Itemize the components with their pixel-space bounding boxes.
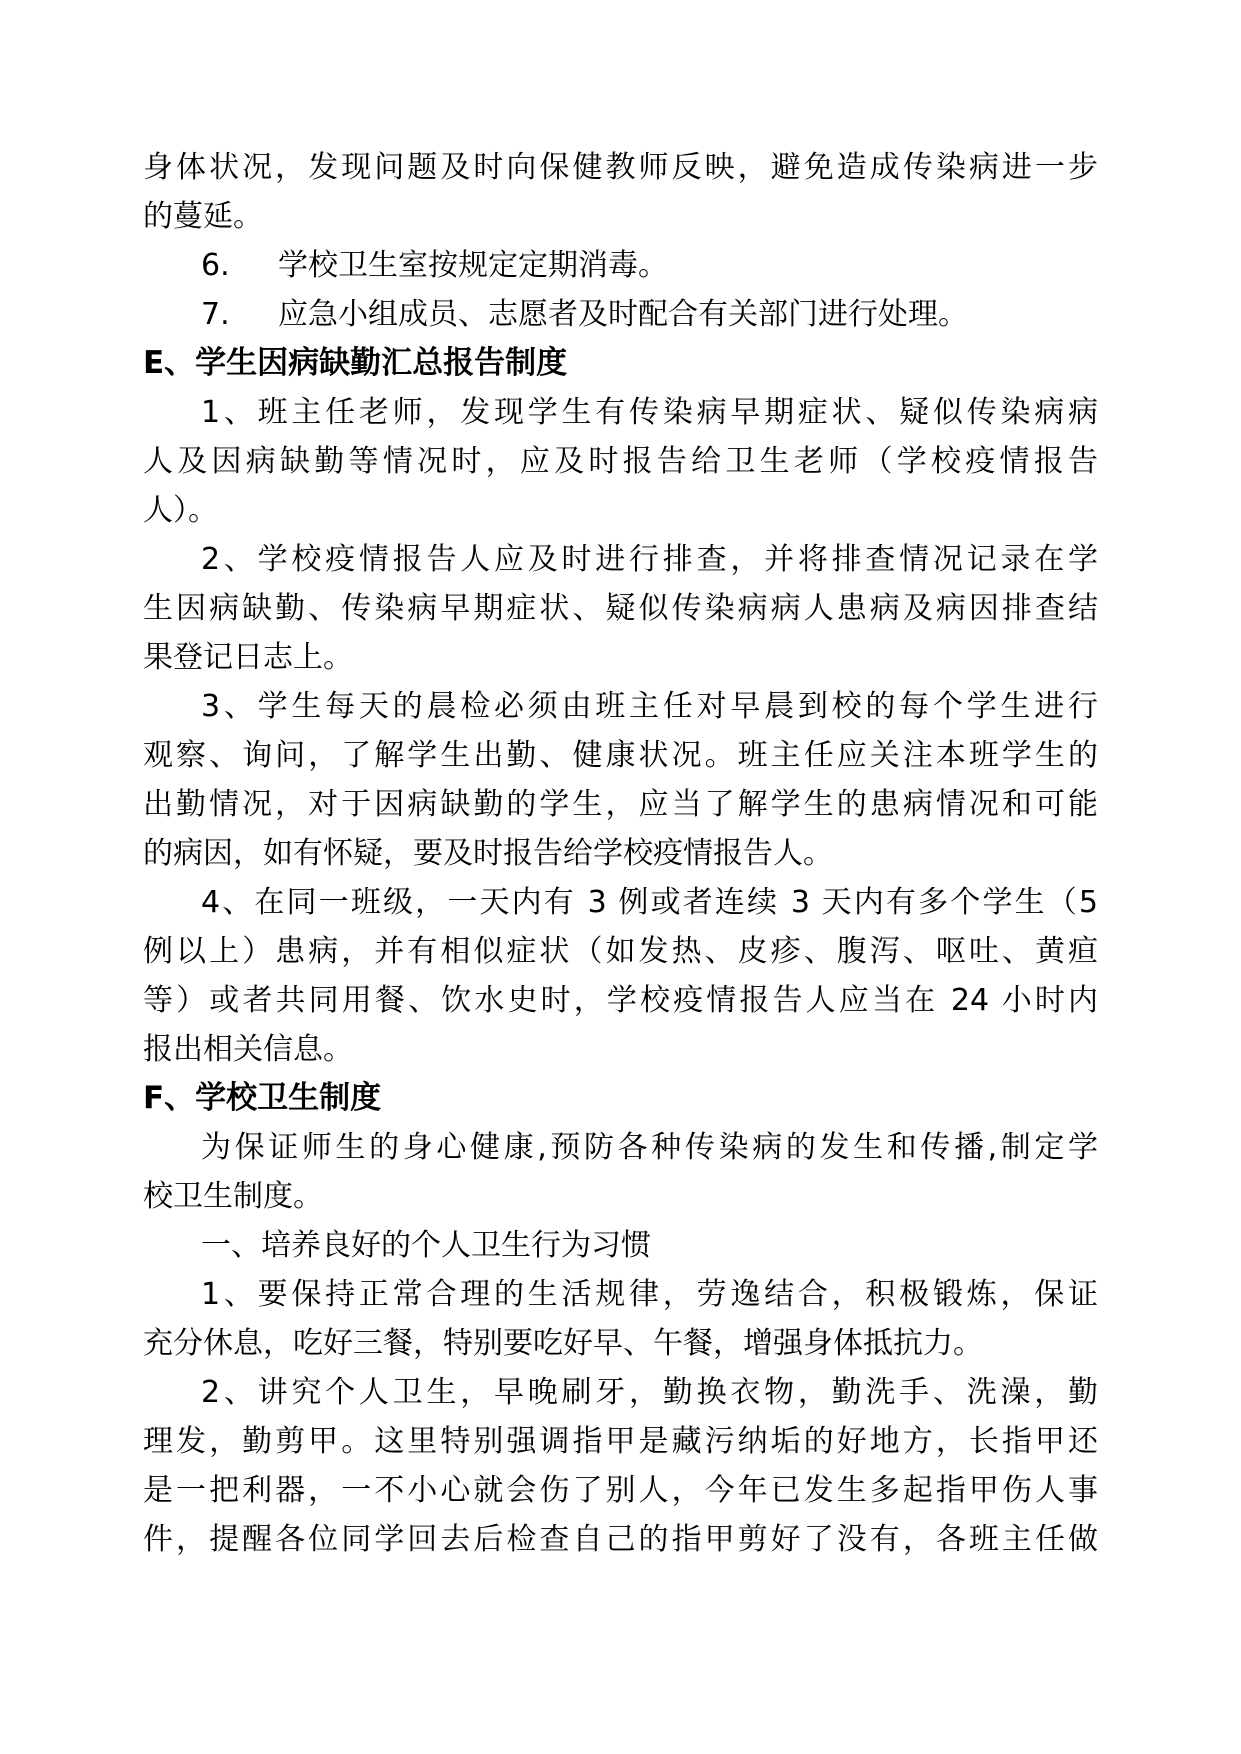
text-line: 人）。 bbox=[143, 493, 218, 528]
text-line: 为保证师生的身心健康,预防各种传染病的发生和传播,制定学 bbox=[201, 1130, 1098, 1165]
text-line: 报出相关信息。 bbox=[143, 1032, 353, 1067]
subheading-habits bbox=[143, 1221, 1098, 1270]
text-line: 是一把利器，一不小心就会伤了别人，今年已发生多起指甲伤人事 bbox=[143, 1473, 1098, 1508]
text-line: 的蔓延。 bbox=[143, 199, 263, 234]
text-line: 2、讲究个人卫生，早晚刷牙，勤换衣物，勤洗手、洗澡，勤 bbox=[201, 1375, 1098, 1410]
item-number: 6. bbox=[201, 248, 230, 283]
numbered-item-6 bbox=[143, 241, 1098, 290]
text-line: 一、培养良好的个人卫生行为习惯 bbox=[201, 1228, 651, 1263]
text-line: 3、学生每天的晨检必须由班主任对早晨到校的每个学生进行 bbox=[201, 689, 1098, 724]
text-line: 2、学校疫情报告人应及时进行排查，并将排查情况记录在学 bbox=[201, 542, 1098, 577]
paragraph-f1 bbox=[143, 1270, 1098, 1368]
item-text: 学校卫生室按规定定期消毒。 bbox=[278, 248, 668, 283]
paragraph-f2 bbox=[143, 1368, 1098, 1564]
text-line: 件，提醒各位同学回去后检查自己的指甲剪好了没有，各班主任做 bbox=[143, 1522, 1098, 1557]
text-line: 1、要保持正常合理的生活规律，劳逸结合，积极锻炼，保证 bbox=[201, 1277, 1098, 1312]
paragraph-f-intro bbox=[143, 1123, 1098, 1221]
numbered-item-7 bbox=[143, 290, 1098, 339]
text-line: 理发，勤剪甲。这里特别强调指甲是藏污纳垢的好地方，长指甲还 bbox=[143, 1424, 1098, 1459]
text-line: 例以上）患病，并有相似症状（如发热、皮疹、腹泻、呕吐、黄疸 bbox=[143, 934, 1098, 969]
paragraph-continuation bbox=[143, 143, 1098, 241]
text-line: 生因病缺勤、传染病早期症状、疑似传染病病人患病及病因排查结 bbox=[143, 591, 1098, 626]
text-line: 身体状况，发现问题及时向保健教师反映，避免造成传染病进一步 bbox=[143, 150, 1098, 185]
text-line: 4、在同一班级，一天内有 3 例或者连续 3 天内有多个学生（5 bbox=[201, 885, 1098, 920]
section-heading-f: F、学校卫生制度 bbox=[143, 1080, 382, 1116]
text-line: 校卫生制度。 bbox=[143, 1179, 323, 1214]
text-line: 人及因病缺勤等情况时，应及时报告给卫生老师（学校疫情报告 bbox=[143, 444, 1098, 479]
text-line: 等）或者共同用餐、饮水史时，学校疫情报告人应当在 24 小时内 bbox=[143, 983, 1098, 1018]
text-line: 果登记日志上。 bbox=[143, 640, 353, 675]
paragraph-e3 bbox=[143, 682, 1098, 878]
paragraph-e4 bbox=[143, 878, 1098, 1074]
paragraph-e2 bbox=[143, 535, 1098, 682]
document-body bbox=[143, 143, 1098, 1564]
item-text: 应急小组成员、志愿者及时配合有关部门进行处理。 bbox=[278, 297, 968, 332]
text-line: 的病因，如有怀疑，要及时报告给学校疫情报告人。 bbox=[143, 836, 833, 871]
text-line: 充分休息，吃好三餐，特别要吃好早、午餐，增强身体抵抗力。 bbox=[143, 1326, 983, 1361]
paragraph-e1 bbox=[143, 388, 1098, 535]
section-heading-e: E、学生因病缺勤汇总报告制度 bbox=[143, 345, 568, 381]
text-line: 观察、询问，了解学生出勤、健康状况。班主任应关注本班学生的 bbox=[143, 738, 1098, 773]
text-line: 1、班主任老师，发现学生有传染病早期症状、疑似传染病病 bbox=[201, 395, 1098, 430]
text-line: 出勤情况，对于因病缺勤的学生，应当了解学生的患病情况和可能 bbox=[143, 787, 1098, 822]
item-number: 7. bbox=[201, 297, 230, 332]
